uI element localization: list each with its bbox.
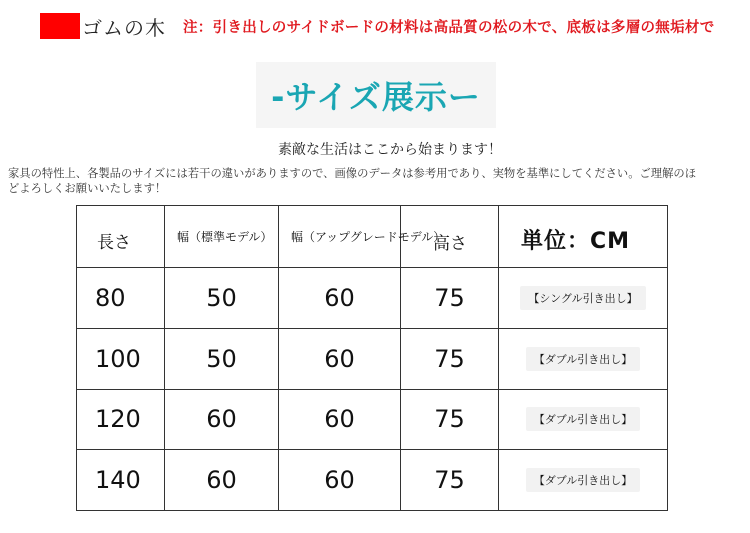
cell-height: 75 — [401, 328, 499, 389]
disclaimer-text: 家具の特性上、各製品のサイズには若干の違いがありますので、画像のデータは参考用であり、実物を基準にしてください。ご理解のほどよろしくお願いいたします！ — [8, 167, 696, 195]
page-subtitle: 素敵な生活はここから始まります！ — [278, 142, 502, 158]
title-banner — [256, 62, 496, 128]
header-width-standard: 幅（標準モデル） — [165, 206, 279, 268]
cell-length: 80 — [77, 268, 165, 329]
page-title: -サイズ展示ー — [271, 78, 481, 116]
cell-length: 140 — [77, 450, 165, 511]
cell-width-standard: 60 — [165, 450, 279, 511]
cell-drawer-type — [499, 389, 668, 450]
cell-width-standard: 50 — [165, 268, 279, 329]
cell-width-upgrade: 60 — [279, 268, 401, 329]
cell-width-standard: 50 — [165, 328, 279, 389]
cell-width-upgrade: 60 — [279, 328, 401, 389]
cell-drawer-type — [499, 450, 668, 511]
table-row — [77, 389, 668, 450]
cell-height: 75 — [401, 268, 499, 329]
table-row — [77, 268, 668, 329]
header-width-upgrade: 幅（アップグレードモデル） — [279, 206, 401, 268]
drawer-type-label: 【ダブル引き出し】 — [526, 347, 641, 371]
cell-height: 75 — [401, 450, 499, 511]
cell-height: 75 — [401, 389, 499, 450]
table-row — [77, 450, 668, 511]
material-note: 注：引き出しのサイドボードの材料は高品質の松の木で、底板は多層の無垢材で — [183, 20, 715, 36]
header-height: 高さ — [401, 206, 499, 268]
drawer-type-label: 【シングル引き出し】 — [520, 286, 645, 310]
cell-length: 100 — [77, 328, 165, 389]
cell-width-standard: 60 — [165, 389, 279, 450]
cell-drawer-type — [499, 328, 668, 389]
cell-drawer-type — [499, 268, 668, 329]
header-unit: 単位：CM — [499, 206, 668, 268]
material-header — [40, 12, 166, 40]
cell-width-upgrade: 60 — [279, 389, 401, 450]
size-table — [76, 205, 668, 511]
cell-length: 120 — [77, 389, 165, 450]
table-row — [77, 328, 668, 389]
drawer-type-label: 【ダブル引き出し】 — [526, 468, 641, 492]
drawer-type-label: 【ダブル引き出し】 — [526, 407, 641, 431]
material-color-swatch — [40, 13, 80, 39]
header-length: 長さ — [77, 206, 165, 268]
table-header-row — [77, 206, 668, 268]
cell-width-upgrade: 60 — [279, 450, 401, 511]
material-name: ゴムの木 — [82, 15, 166, 40]
